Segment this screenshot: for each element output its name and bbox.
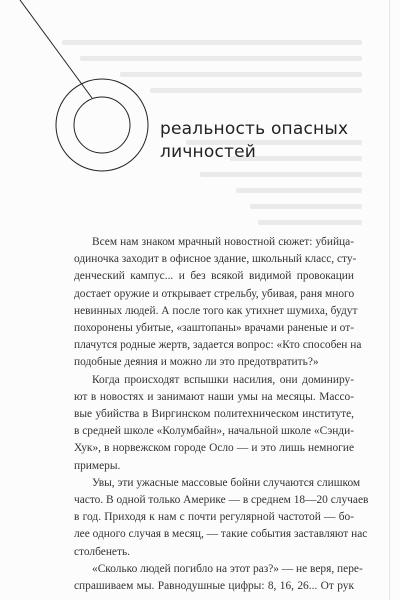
text-line: невинных людей. А после того как утихнет шумиха, будут bbox=[74, 304, 358, 317]
text-line: вые убийства в Виргинском политехническом институте, bbox=[74, 408, 354, 421]
ornament-diagonal-line bbox=[20, 0, 92, 98]
paragraph bbox=[60, 372, 354, 475]
text-line: достает оружие и открывает стрельбу, убивая, раня много bbox=[74, 287, 355, 300]
text-line: одиночка заходит в офисное здание, школьный класс, сту- bbox=[74, 253, 357, 266]
text-line: Хук», в норвежском городе Осло — и это лишь немногие bbox=[74, 442, 354, 455]
chapter-title bbox=[160, 118, 400, 164]
text-line: столбенеть. bbox=[74, 545, 130, 558]
text-line: похоронены убитые, «заштопаны» врачами раненые и от- bbox=[74, 322, 354, 335]
text-line: подобные деяния и можно ли это предотвратить?» bbox=[74, 356, 319, 369]
text-line: Когда происходят вспышки насилия, они доминиру- bbox=[92, 373, 354, 386]
text-line: Увы, эти ужасные массовые бойни случаются слишком bbox=[92, 476, 361, 489]
page-edge bbox=[389, 0, 390, 600]
text-line: спрашиваем мы. Равнодушные цифры: 8, 16, 26... От рук bbox=[74, 580, 354, 593]
text-line: «Сколько людей погибло на этот раз?» — не веря, пере- bbox=[92, 562, 363, 575]
chapter-title-line: реальность опасных bbox=[160, 119, 349, 139]
text-line: Всем нам знаком мрачный новостной сюжет: убийца- bbox=[92, 236, 354, 248]
text-line: ют в новостях и занимают наши умы на месяцы. Массо- bbox=[74, 390, 354, 403]
text-line: часто. В одной только Америке — в среднем 18—20 случаев bbox=[74, 494, 369, 507]
paragraph bbox=[60, 561, 363, 595]
paragraph bbox=[60, 234, 362, 372]
ornament-inner-ring bbox=[74, 97, 130, 153]
chapter-ornament bbox=[0, 0, 400, 200]
ornament-outer-ring bbox=[56, 79, 148, 171]
body-text bbox=[60, 234, 369, 595]
text-line: плачутся родные жертв, задается вопрос: «Кто способен на bbox=[74, 339, 362, 352]
text-line: денческий кампус... и без всякой видимой провокации bbox=[74, 270, 354, 283]
paragraph bbox=[60, 475, 369, 561]
text-line: примеры. bbox=[74, 459, 121, 472]
text-line: в год. Приходя к нам с почти регулярной частотой — бо- bbox=[74, 511, 354, 524]
chapter-title-line: личностей bbox=[160, 142, 257, 162]
text-line: лее одного случая в месяц, — такие события заставляют нас bbox=[74, 528, 368, 541]
text-line: в средней школе «Колумбайн», начальной школе «Сэнди- bbox=[74, 425, 354, 438]
